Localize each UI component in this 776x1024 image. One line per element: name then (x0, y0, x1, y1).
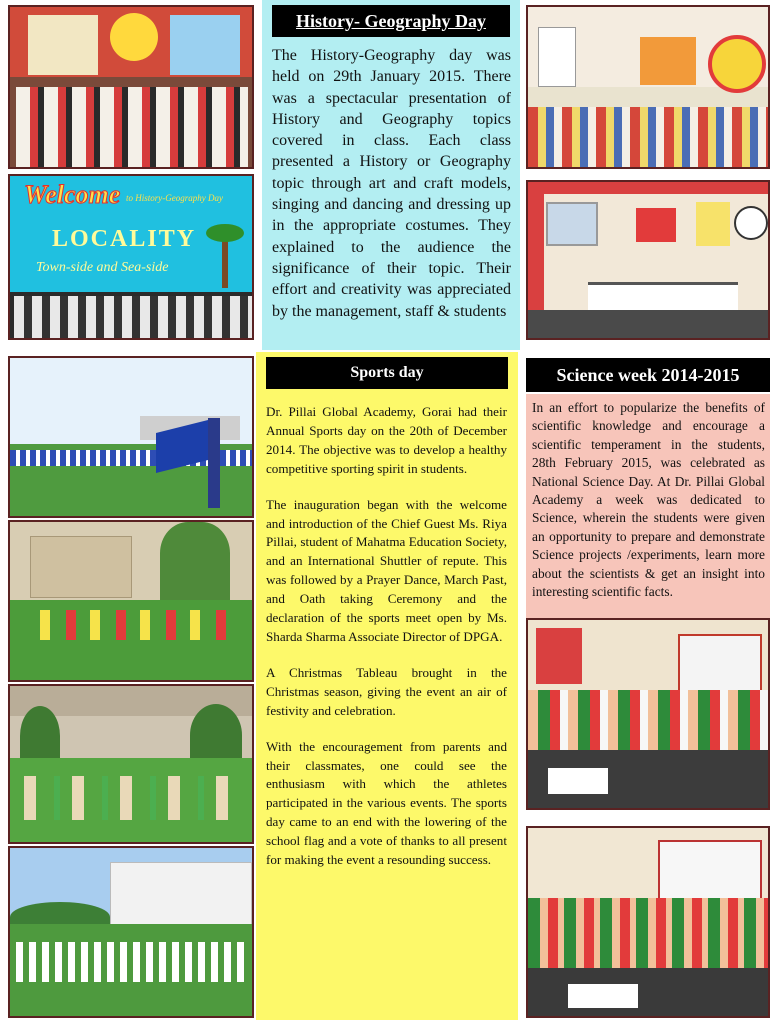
banner-welcome: Welcome (24, 180, 121, 209)
sports-photo-race (8, 684, 254, 844)
banner-subtopic: Town-side and Sea-side (36, 260, 169, 275)
history-photo-group (8, 5, 254, 169)
science-text: In an effort to popularize the benefits of scientific knowledge and encourage a scientific temperament in the students, 28th February 2015, was celebrated as National Science Day. At Dr. Pillai Global Academy a week was dedicated to Science, wherein the students were given an opportunity to prepare and demonstrate Science projects /experiments, learn more about the scientists & get an insight into interesting scientific facts. (532, 400, 765, 600)
sports-title: Sports day (266, 357, 508, 389)
history-photo-classroom-1 (526, 5, 770, 169)
sports-paragraph-1: Dr. Pillai Global Academy, Gorai had their Annual Sports day on the 20th of December 2014. The objective was to develop a healthy competitive sporting spirit in students. (266, 404, 507, 476)
science-photo-experiment (526, 618, 770, 810)
sports-text (266, 403, 507, 887)
banner-subtitle: to History-Geography Day (126, 193, 223, 203)
sports-paragraph-3: A Christmas Tableau brought in the Christmas season, giving the event an air of festivity and celebration. (266, 664, 507, 718)
sports-photo-flag (8, 356, 254, 518)
history-title: History- Geography Day (272, 5, 510, 37)
sports-photo-dance (8, 520, 254, 682)
science-title: Science week 2014-2015 (526, 358, 770, 392)
sports-photo-march (8, 846, 254, 1018)
history-text: The History-Geography day was held on 29th January 2015. There was a spectacular presentation of History and Geography topics covered in class. Each class presented a History or Geography topic through art and craft models, singing and dancing and dressing up in the appropriate costumes. They explained to the audience the significance of their topic. Their effort and creativity was appreciated by the management, staff & students (272, 47, 511, 320)
sports-section (256, 352, 518, 1020)
history-photo-banner (8, 174, 254, 340)
palm-leaves-icon (206, 224, 244, 242)
science-photo-students (526, 826, 770, 1018)
history-photo-classroom-2 (526, 180, 770, 340)
history-section (262, 0, 520, 350)
sports-paragraph-2: The inauguration began with the welcome and introduction of the Chief Guest Ms. Riya Pillai, student of Mahatma Education Society, and an International Shuttler of repute. This was followed by a Prayer Dance, March Past, and Oath taking Ceremony and the declaration of the sports meet open by Ms. Sharda Sharma Associate Director of DPGA. (266, 496, 507, 644)
science-section (526, 394, 770, 618)
banner-topic: LOCALITY (52, 226, 197, 252)
sports-paragraph-4: With the encouragement from parents and their classmates, one could see the enthusiasm with which the athletes participated in the various events. The sports day came to an end with the lowering of the school flag and a vote of thanks to all present for making the event a resounding success. (266, 738, 507, 868)
